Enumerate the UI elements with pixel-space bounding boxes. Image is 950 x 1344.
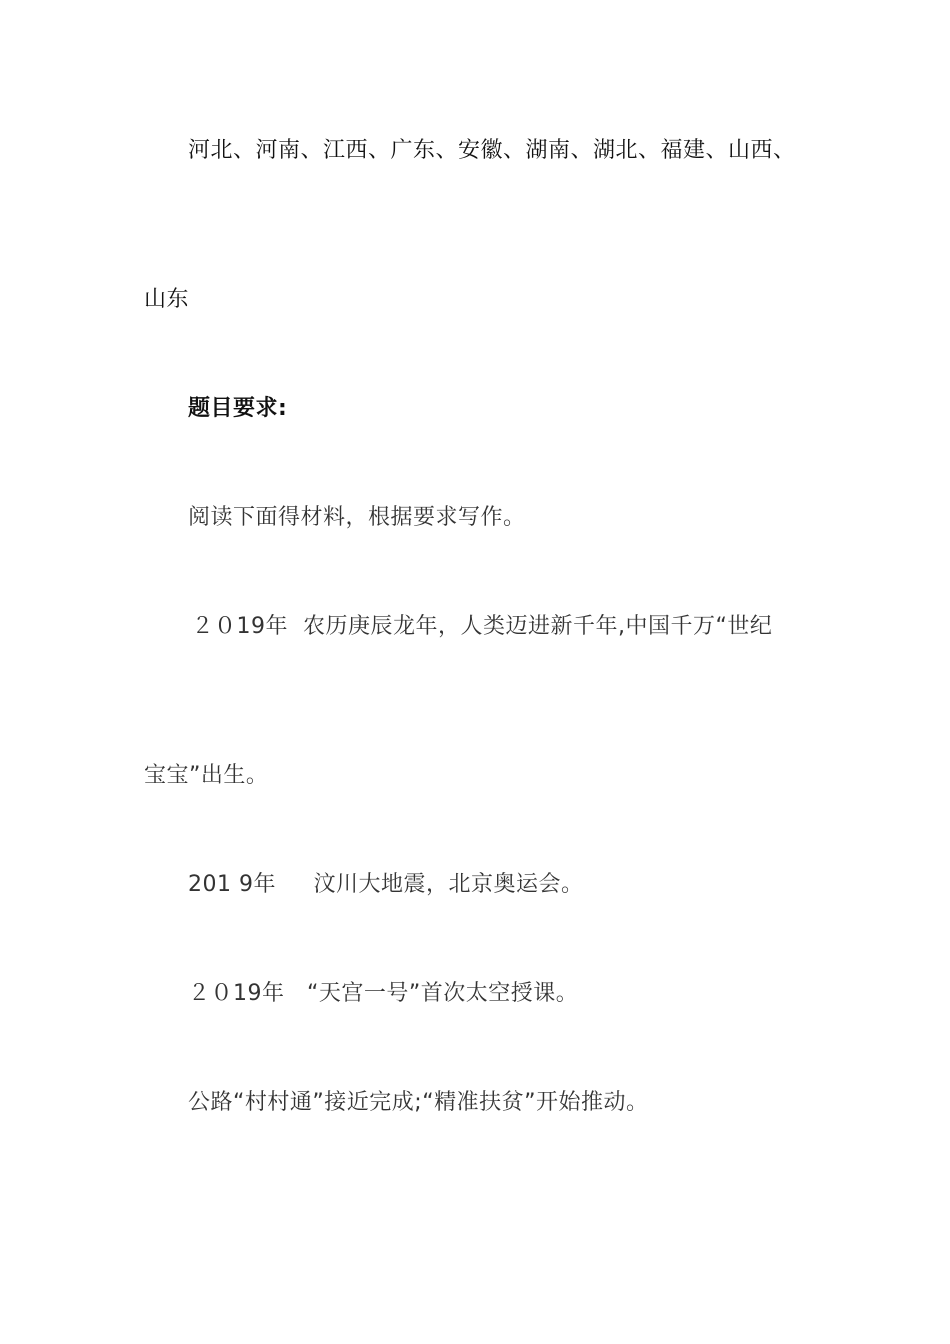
province-list-line-1: 河北、河南、江西、广东、安徽、湖南、湖北、福建、山西、 (188, 138, 796, 163)
instruction-paragraph: 阅读下面得材料，根据要求写作。 (188, 505, 526, 530)
section-heading: 题目要求: (188, 396, 288, 421)
material-line-3: ２０19年 “天宫一号”首次太空授课。 (188, 981, 579, 1006)
province-list-line-2: 山东 (144, 287, 190, 312)
material-line-1: ２０19年 农历庚辰龙年，人类迈进新千年,中国千万“世纪 (184, 614, 773, 639)
material-line-4: 公路“村村通”接近完成;“精准扶贫”开始推动。 (188, 1090, 649, 1115)
material-line-2: 201 9年 汶川大地震，北京奥运会。 (188, 872, 584, 897)
material-line-1-continued: 宝宝”出生。 (144, 763, 269, 788)
